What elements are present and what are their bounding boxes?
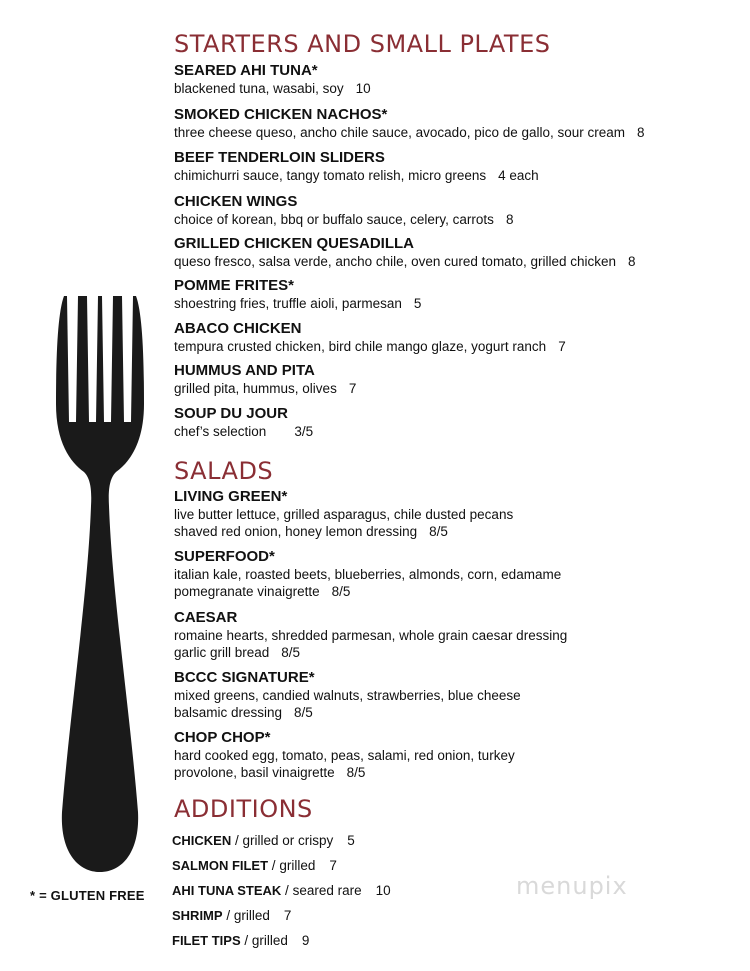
menu-item: [174, 61, 734, 97]
item-price: 8/5: [331, 584, 351, 599]
item-name: LIVING GREEN*: [174, 488, 288, 505]
item-desc: mixed greens, candied walnuts, strawberries, blue cheese: [174, 688, 521, 703]
menu-item: [174, 148, 734, 184]
item-name: HUMMUS AND PITA: [174, 362, 315, 379]
item-name: SOUP DU JOUR: [174, 405, 288, 422]
item-desc: grilled pita, hummus, olives: [174, 381, 337, 396]
item-desc: provolone, basil vinaigrette: [174, 765, 335, 780]
salads-title: SALADS: [174, 457, 274, 485]
additions-title: ADDITIONS: [174, 795, 313, 823]
menu-item: [174, 192, 734, 228]
addition-desc: grilled: [233, 908, 270, 923]
item-desc: live butter lettuce, grilled asparagus, chile dusted pecans: [174, 507, 514, 522]
item-name: SUPERFOOD*: [174, 548, 275, 565]
addition-price: 5: [347, 833, 355, 848]
item-desc: chimichurri sauce, tangy tomato relish, micro greens: [174, 168, 487, 183]
item-desc: chef’s selection: [174, 424, 267, 439]
menupix-watermark: menupix: [516, 872, 628, 900]
item-price: 8/5: [294, 705, 313, 720]
item-price: 8: [505, 212, 514, 227]
starters-title: STARTERS AND SMALL PLATES: [174, 30, 551, 58]
addition-desc: seared rare: [292, 883, 362, 898]
menu-item: [174, 547, 734, 600]
addition-desc: grilled: [279, 858, 316, 873]
item-desc: tempura crusted chicken, bird chile mango glaze, yogurt ranch: [174, 339, 547, 354]
item-name: ABACO CHICKEN: [174, 320, 302, 337]
addition-item: SHRIMP / grilled 7: [172, 908, 292, 923]
addition-name: FILET TIPS: [172, 933, 241, 948]
addition-name: CHICKEN: [172, 833, 232, 848]
addition-price: 9: [301, 933, 310, 948]
item-desc: shoestring fries, truffle aioli, parmesan: [174, 296, 402, 311]
item-price: 4 each: [498, 168, 539, 183]
item-name: POMME FRITES*: [174, 277, 295, 294]
item-desc: garlic grill bread: [174, 645, 270, 660]
menu-item: [174, 361, 734, 397]
item-desc: choice of korean, bbq or buffalo sauce, celery, carrots: [174, 212, 494, 227]
addition-name: AHI TUNA STEAK: [172, 883, 282, 898]
item-price: 8: [628, 254, 636, 269]
addition-name: SHRIMP: [172, 908, 223, 923]
item-desc: three cheese queso, ancho chile sauce, avocado, pico de gallo, sour cream: [174, 125, 626, 140]
addition-price: 7: [283, 908, 292, 923]
item-desc: shaved red onion, honey lemon dressing: [174, 524, 418, 539]
item-desc: italian kale, roasted beets, blueberries, almonds, corn, edamame: [174, 567, 562, 582]
item-desc: pomegranate vinaigrette: [174, 584, 320, 599]
item-name: SEARED AHI TUNA*: [174, 62, 318, 79]
addition-price: 7: [329, 858, 337, 873]
item-price: 10: [355, 81, 371, 96]
menu-item: [174, 668, 734, 721]
item-price: 3/5: [294, 424, 314, 439]
addition-item: AHI TUNA STEAK / seared rare 10: [172, 883, 391, 898]
addition-item: CHICKEN / grilled or crispy 5: [172, 833, 355, 848]
menu-item: [174, 608, 734, 661]
addition-item: FILET TIPS / grilled 9: [172, 933, 310, 948]
item-desc: romaine hearts, shredded parmesan, whole grain caesar dressing: [174, 628, 568, 643]
menu-item: [174, 404, 734, 440]
item-price: 5: [413, 296, 422, 311]
item-price: 8/5: [281, 645, 301, 660]
item-name: CHICKEN WINGS: [174, 193, 298, 210]
item-name: GRILLED CHICKEN QUESADILLA: [174, 235, 414, 252]
addition-desc: grilled: [251, 933, 288, 948]
gluten-free-note: * = GLUTEN FREE: [30, 888, 145, 903]
addition-name: SALMON FILET: [172, 858, 269, 873]
item-name: SMOKED CHICKEN NACHOS*: [174, 106, 388, 123]
item-desc: queso fresco, salsa verde, ancho chile, oven cured tomato, grilled chicken: [174, 254, 616, 269]
item-desc: balsamic dressing: [174, 705, 283, 720]
item-desc: hard cooked egg, tomato, peas, salami, red onion, turkey: [174, 748, 515, 763]
addition-item: SALMON FILET / grilled 7: [172, 858, 337, 873]
item-price: 8/5: [346, 765, 366, 780]
item-desc: blackened tuna, wasabi, soy: [174, 81, 344, 96]
item-price: 7: [348, 381, 357, 396]
item-price: 7: [558, 339, 566, 354]
item-price: 8: [637, 125, 645, 140]
menu-item: [174, 276, 734, 312]
menu-item: [174, 487, 734, 540]
item-name: BCCC SIGNATURE*: [174, 669, 315, 686]
menu-item: [174, 105, 734, 141]
item-name: CHOP CHOP*: [174, 729, 271, 746]
addition-desc: grilled or crispy: [242, 833, 334, 848]
menu-item: [174, 728, 734, 781]
fork-icon: [50, 292, 150, 876]
item-name: CAESAR: [174, 609, 238, 626]
item-name: BEEF TENDERLOIN SLIDERS: [174, 149, 385, 166]
item-price: 8/5: [429, 524, 448, 539]
menu-item: [174, 319, 734, 355]
menu-item: [174, 234, 734, 270]
addition-price: 10: [375, 883, 391, 898]
